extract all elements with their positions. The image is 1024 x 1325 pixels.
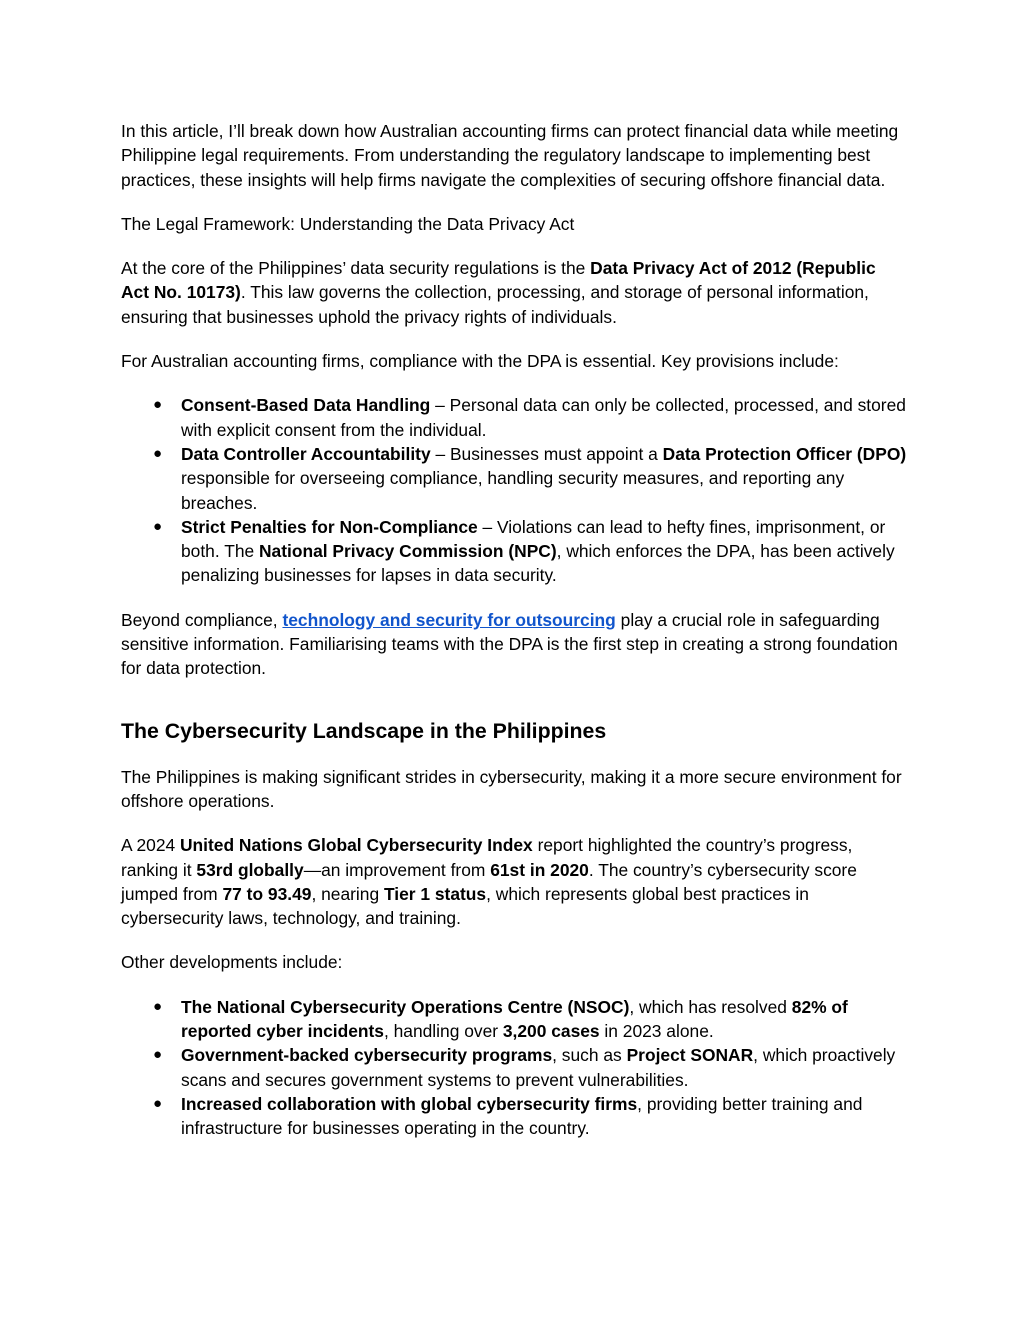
- item-emphasis: National Privacy Commission (NPC): [259, 541, 557, 562]
- list-item: [153, 995, 907, 1044]
- bullet-icon: ●: [153, 1094, 163, 1112]
- beyond-compliance-paragraph: [121, 608, 907, 681]
- item-emphasis: 82% of reported cyber incidents: [181, 996, 848, 1042]
- list-item: [153, 1043, 907, 1092]
- item-emphasis: Project SONAR: [626, 1045, 754, 1066]
- item-text: – Violations can lead to hefty fines, imprisonment, or both. The: [181, 516, 886, 562]
- item-text: responsible for overseeing compliance, handling security measures, and reporting any breaches.: [181, 468, 845, 513]
- dpa-paragraph: [121, 256, 907, 329]
- tier-status: Tier 1 status: [383, 883, 487, 904]
- developments-list: [121, 995, 907, 1141]
- dpa-act-name: Data Privacy Act of 2012 (Republic Act No. 10173): [121, 258, 876, 303]
- provisions-intro: For Australian accounting firms, compliance with the DPA is essential. Key provisions include:: [121, 351, 839, 372]
- item-title: Government-backed cybersecurity programs: [181, 1045, 553, 1066]
- paragraph-text: play a crucial role in safeguarding sensitive information. Familiarising teams with the DPA is the first step in creating a strong foundation for data protection.: [121, 609, 898, 679]
- bullet-icon: ●: [153, 1046, 163, 1064]
- dpa-text-end: . This law governs the collection, processing, and storage of personal information, ensuring that businesses uphold the privacy rights of individuals.: [121, 282, 869, 327]
- text-run: report highlighted the country’s progress, ranking it: [121, 835, 853, 880]
- document-page: [121, 119, 907, 1161]
- bullet-icon: ●: [153, 396, 163, 414]
- list-item: [153, 393, 907, 442]
- cyber-intro-paragraph: The Philippines is making significant strides in cybersecurity, making it a more secure environment for offshore operations.: [121, 766, 902, 811]
- text-run: A 2024: [121, 835, 180, 856]
- text-run: , nearing: [311, 883, 384, 904]
- score-change: 77 to 93.49: [222, 883, 312, 904]
- item-title: Consent-Based Data Handling: [181, 395, 431, 416]
- paragraph-text: Beyond compliance,: [121, 609, 283, 630]
- bullet-icon: ●: [153, 444, 163, 462]
- legal-section-heading: The Legal Framework: Understanding the Data Privacy Act: [121, 213, 575, 234]
- item-title: The National Cybersecurity Operations Centre (NSOC): [181, 996, 630, 1017]
- ranking: 53rd globally: [196, 859, 304, 880]
- list-item: [153, 1092, 907, 1141]
- item-text: , which proactively scans and secures government systems to prevent vulnerabilities.: [181, 1045, 896, 1090]
- item-emphasis: Data Protection Officer (DPO): [662, 443, 907, 464]
- other-developments-intro: Other developments include:: [121, 952, 343, 973]
- gci-paragraph: [121, 833, 907, 930]
- provisions-list: [121, 393, 907, 587]
- outsourcing-security-link[interactable]: technology and security for outsourcing: [282, 609, 616, 630]
- item-title: Increased collaboration with global cybersecurity firms: [181, 1093, 638, 1114]
- list-item: [153, 442, 907, 515]
- item-text: in 2023 alone.: [599, 1021, 714, 1042]
- item-text: , providing better training and infrastructure for businesses operating in the country.: [181, 1093, 863, 1139]
- item-title: Data Controller Accountability: [181, 443, 431, 464]
- bullet-icon: ●: [153, 997, 163, 1015]
- previous-ranking: 61st in 2020: [490, 859, 589, 880]
- intro-paragraph: In this article, I’ll break down how Australian accounting firms can protect financial data while meeting Philippine legal requirements. From understanding the regulatory landscape to implementing best practices, these insights will help firms navigate the complexities of securing offshore financial data.: [121, 121, 899, 190]
- cyber-section-heading: The Cybersecurity Landscape in the Philippines: [121, 718, 607, 743]
- item-text: , which has resolved: [629, 996, 792, 1017]
- bullet-icon: ●: [153, 517, 163, 535]
- item-emphasis: 3,200 cases: [502, 1021, 600, 1042]
- dpa-text-start: At the core of the Philippines’ data security regulations is the: [121, 258, 591, 279]
- text-run: —an improvement from: [303, 859, 491, 880]
- text-run: . The country’s cybersecurity score jumped from: [121, 859, 857, 904]
- list-item: [153, 515, 907, 588]
- index-name: United Nations Global Cybersecurity Index: [180, 835, 533, 856]
- item-text: , handling over: [383, 1021, 503, 1042]
- item-text: – Businesses must appoint a: [430, 443, 663, 464]
- item-text: , which enforces the DPA, has been actively penalizing businesses for lapses in data security.: [181, 541, 895, 586]
- item-text: , such as: [552, 1045, 627, 1066]
- text-run: , which represents global best practices in cybersecurity laws, technology, and training.: [121, 883, 809, 929]
- item-text: – Personal data can only be collected, processed, and stored with explicit consent from the individual.: [181, 395, 906, 440]
- item-title: Strict Penalties for Non-Compliance: [181, 516, 478, 537]
